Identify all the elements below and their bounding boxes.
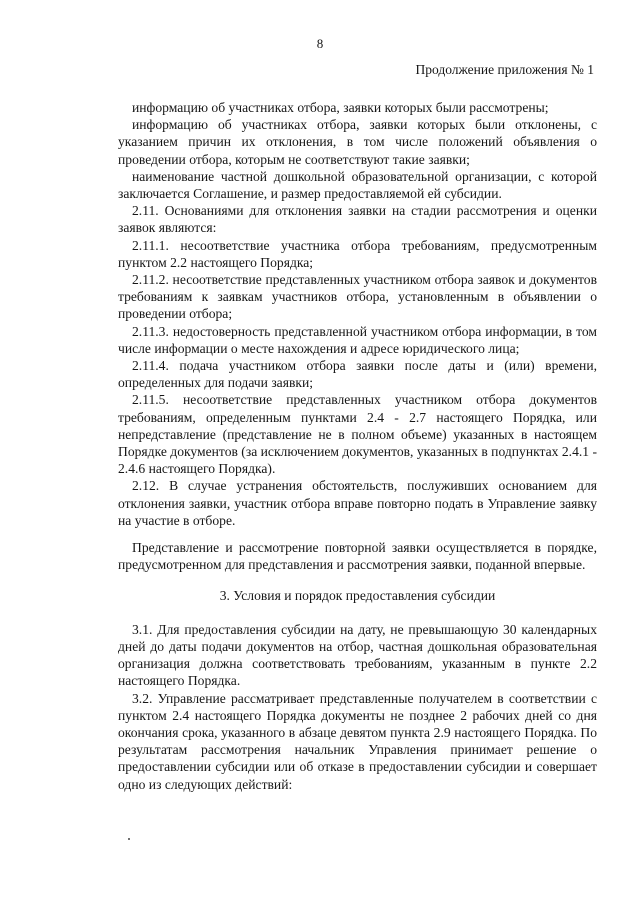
paragraph-2-12: 2.12. В случае устранения обстоятельств, послуживших основанием для отклонения заявки, участник отбора вправе повторно подать в Управление заявку на участие в отборе. (118, 478, 597, 528)
paragraph-organization-name: наименование частной дошкольной образовательной организации, с которой заключается Соглашение, и размер предоставляемой ей субсидии. (118, 168, 597, 202)
heading-spacer (118, 605, 597, 621)
paragraph-2-11-5: 2.11.5. несоответствие представленных участником отбора документов требованиям, определенным пунктами 2.4 - 2.7 настоящего Порядка, или непредставление (представление не в полном объеме) указанных в настоящем Порядке документов (за исключением документов, указанных в подпунктах 2.4.1 - 2.4.6 настоящего Порядка). (118, 392, 597, 477)
heading-spacer (118, 573, 597, 587)
page-number: 8 (316, 36, 324, 51)
paragraph-2-11-3: 2.11.3. недостоверность представленной участником отбора информации, в том числе информации о месте нахождения и адресе юридического лица; (118, 323, 597, 356)
appendix-continuation-label: Продолжение приложения № 1 (415, 62, 594, 77)
paragraph-repeat-application: Представление и рассмотрение повторной заявки осуществляется в порядке, предусмотренном для представления и рассмотрения заявки, поданной впервые. (118, 540, 597, 573)
section-heading: 3. Условия и порядок предоставления субсидии (219, 588, 496, 604)
paragraph-3-1: 3.1. Для предоставления субсидии на дату, не превышающую 30 календарных дней до даты подачи документов на отбор, частная дошкольная образовательная организация должна соответствовать требованиям, указанным в пункте 2.2 настоящего Порядка. (118, 621, 597, 689)
paragraph-2-11: 2.11. Основаниями для отклонения заявки на стадии рассмотрения и оценки заявок являются: (118, 203, 597, 236)
paragraph-info-considered: информацию об участниках отбора, заявки которых были рассмотрены; (132, 100, 549, 115)
paragraph-spacer (118, 529, 597, 539)
paragraph-2-11-1: 2.11.1. несоответствие участника отбора требованиям, предусмотренным пунктом 2.2 настоящего Порядка; (118, 237, 597, 270)
paragraph-3-2: 3.2. Управление рассматривает представленные получателем в соответствии с пунктом 2.4 настоящего Порядка документы не позднее 2 рабочих дней со дня окончания срока, указанного в абзаце девятом пункта 2.9 настоящего Порядка. По результатам рассмотрения начальник Управления принимает решение о предоставлении субсидии или об отказе в предоставлении субсидии и совершает одно из следующих действий: (118, 690, 597, 792)
paragraph-info-rejected: информацию об участниках отбора, заявки которых были отклонены, с указанием причин их отклонения, в том числе положений объявления о проведении отбора, которым не соответствуют такие заявки; (118, 117, 597, 167)
document-body (118, 99, 597, 793)
scan-speck (128, 838, 130, 840)
paragraph-2-11-2: 2.11.2. несоответствие представленных участником отбора заявок и документов требованиям к заявкам участников отбора, установленным в объявлении о проведении отбора; (118, 272, 597, 322)
paragraph-2-11-4: 2.11.4. подача участником отбора заявки после даты и (или) времени, определенных для подачи заявки; (118, 358, 597, 391)
